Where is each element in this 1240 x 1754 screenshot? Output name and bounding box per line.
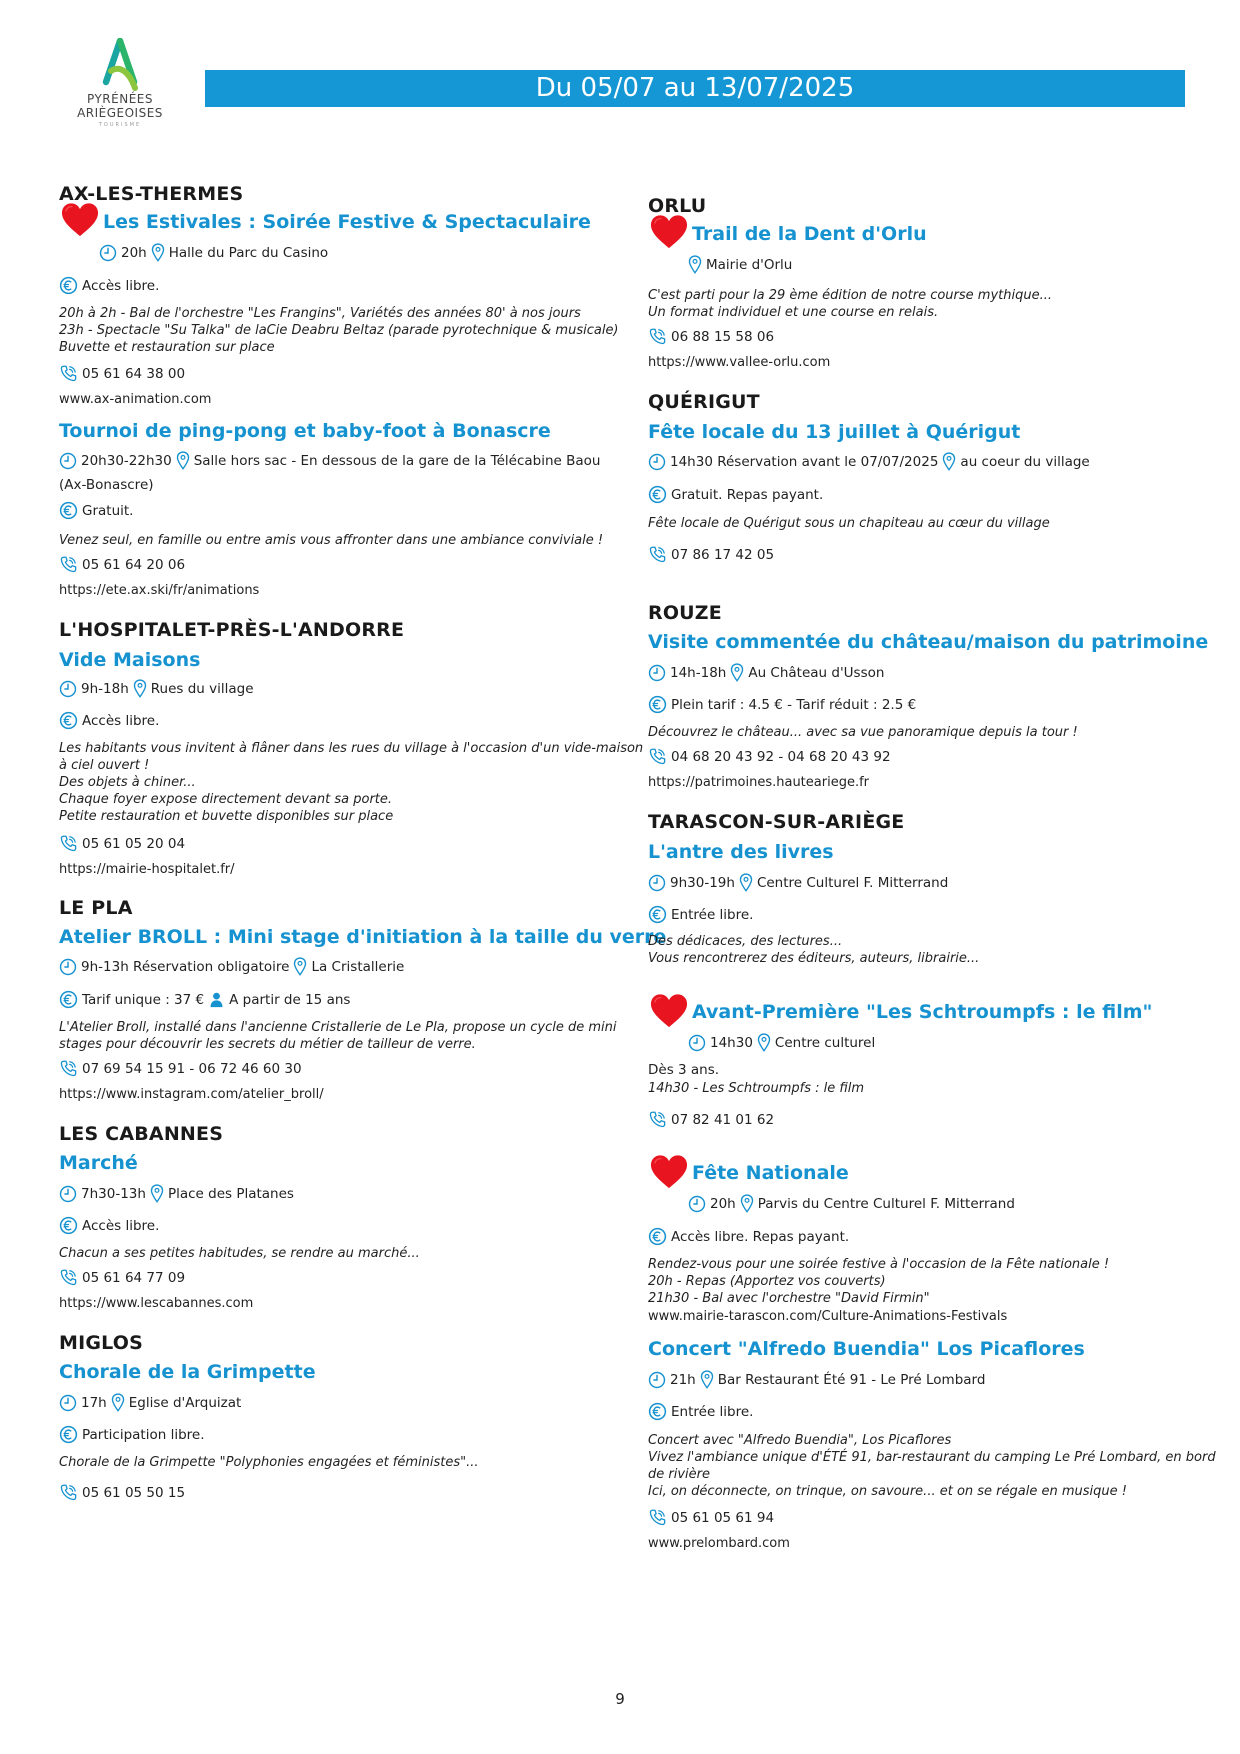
euro-icon	[648, 1402, 667, 1421]
event-website[interactable]: https://mairie-hospitalet.fr/	[59, 862, 235, 877]
event-place-line	[688, 255, 792, 274]
event-time: 14h30	[710, 1034, 753, 1051]
phone-number: 07 86 17 42 05	[671, 546, 775, 563]
event-time: 9h-18h	[81, 680, 129, 697]
event-time: 9h30-19h	[670, 874, 735, 891]
event-time: 9h-13h Réservation obligatoire	[81, 958, 290, 975]
clock-icon	[648, 664, 666, 682]
event-time-place	[59, 957, 404, 976]
description-line: Des dédicaces, des lectures...	[648, 934, 843, 949]
page-number: 9	[615, 1690, 625, 1708]
event-place: Centre culturel	[774, 1034, 876, 1051]
event-time: 14h30 Réservation avant le 07/07/2025	[670, 453, 939, 470]
description-line: C'est parti pour la 29 ème édition de notre course mythique...	[648, 288, 1052, 303]
event-place: Centre Culturel F. Mitterrand	[756, 874, 949, 891]
description-line: 20h - Repas (Apportez vos couverts)	[648, 1274, 886, 1289]
location-pin-icon	[151, 243, 165, 262]
phone-number: 07 82 41 01 62	[671, 1111, 775, 1128]
phone-number: 06 88 15 58 06	[671, 328, 775, 345]
event-website[interactable]: www.prelombard.com	[648, 1536, 790, 1551]
event-price-text: Accès libre.	[82, 712, 160, 729]
event-place: Eglise d'Arquizat	[128, 1394, 242, 1411]
description-line: Concert avec "Alfredo Buendia", Los Picaflores	[648, 1433, 952, 1448]
heart-icon	[648, 1153, 690, 1191]
event-description	[648, 1080, 864, 1097]
event-price	[648, 485, 823, 504]
phone-icon	[59, 1268, 78, 1287]
event-price	[648, 1227, 849, 1246]
event-price-text: Entrée libre.	[671, 1403, 754, 1420]
event-time-place	[99, 243, 328, 262]
event-place: Halle du Parc du Casino	[168, 244, 329, 261]
description-line: Vivez l'ambiance unique d'ÉTÉ 91, bar-restaurant du camping Le Pré Lombard, en bord	[648, 1450, 1216, 1465]
description-line: Vous rencontrerez des éditeurs, auteurs, librairie...	[648, 951, 980, 966]
event-title: Fête locale du 13 juillet à Quérigut	[648, 421, 1021, 443]
town-heading: LES CABANNES	[59, 1123, 224, 1145]
event-time-place	[59, 1184, 294, 1203]
event-description	[648, 1432, 1216, 1500]
location-pin-icon	[739, 873, 753, 892]
event-place: Au Château d'Usson	[748, 664, 885, 681]
event-place: Salle hors sac - En dessous de la gare de la Télécabine Baou	[193, 452, 601, 469]
phone-icon	[648, 747, 667, 766]
location-pin-icon	[176, 451, 190, 470]
description-line: Chorale de la Grimpette "Polyphonies engagées et féministes"...	[59, 1455, 479, 1470]
euro-icon	[59, 711, 78, 730]
event-title: Tournoi de ping-pong et baby-foot à Bonascre	[59, 420, 551, 442]
town-heading: TARASCON-SUR-ARIÈGE	[648, 811, 905, 833]
event-website[interactable]: www.mairie-tarascon.com/Culture-Animations-Festivals	[648, 1309, 1008, 1324]
euro-icon	[648, 485, 667, 504]
event-title: Avant-Première "Les Schtroumpfs : le film"	[692, 1001, 1153, 1023]
event-price	[648, 1402, 753, 1421]
event-description	[648, 287, 1052, 321]
location-pin-icon	[688, 255, 702, 274]
event-title: L'antre des livres	[648, 841, 834, 863]
event-price	[59, 711, 159, 730]
description-line: L'Atelier Broll, installé dans l'ancienne Cristallerie de Le Pla, propose un cycle de mini	[59, 1020, 617, 1035]
euro-icon	[648, 905, 667, 924]
description-line: 14h30 - Les Schtroumpfs : le film	[648, 1081, 865, 1096]
event-website[interactable]: https://www.lescabannes.com	[59, 1296, 254, 1311]
location-pin-icon	[740, 1194, 754, 1213]
event-title: Vide Maisons	[59, 649, 201, 671]
event-age: Dès 3 ans.	[648, 1062, 720, 1078]
phone-number: 05 61 64 20 06	[82, 556, 186, 573]
event-phone	[59, 364, 185, 383]
description-line: Petite restauration et buvette disponibles sur place	[59, 809, 394, 824]
event-description	[59, 1245, 420, 1262]
event-description	[59, 305, 619, 356]
town-heading: ROUZE	[648, 602, 722, 624]
event-time-place	[648, 663, 884, 682]
phone-number: 07 69 54 15 91 - 06 72 46 60 30	[82, 1060, 302, 1077]
description-line: à ciel ouvert !	[59, 758, 150, 773]
event-title: Atelier BROLL : Mini stage d'initiation à la taille du verre	[59, 926, 667, 948]
event-description	[59, 1454, 479, 1471]
clock-icon	[648, 1371, 666, 1389]
event-price-text: Gratuit. Repas payant.	[671, 486, 824, 503]
event-description	[59, 1019, 617, 1053]
description-line: Chaque foyer expose directement devant sa porte.	[59, 792, 393, 807]
phone-icon	[59, 1483, 78, 1502]
phone-icon	[59, 364, 78, 383]
event-title: Concert "Alfredo Buendia" Los Picaflores	[648, 1338, 1085, 1360]
town-heading: L'HOSPITALET-PRÈS-L'ANDORRE	[59, 619, 405, 641]
event-phone	[59, 1268, 185, 1287]
event-time: 20h30-22h30	[81, 452, 172, 469]
phone-icon	[648, 327, 667, 346]
event-description	[648, 724, 1078, 741]
event-time: 21h	[670, 1371, 696, 1388]
event-price-text: Participation libre.	[82, 1426, 205, 1443]
event-price	[59, 1216, 159, 1235]
event-place: Rues du village	[150, 680, 254, 697]
event-age: A partir de 15 ans	[229, 991, 351, 1008]
event-phone	[648, 747, 891, 766]
event-website[interactable]: www.ax-animation.com	[59, 392, 212, 407]
logo	[70, 38, 170, 128]
clock-icon	[688, 1034, 706, 1052]
event-phone	[648, 1110, 774, 1129]
event-time: 7h30-13h	[81, 1185, 146, 1202]
euro-icon	[59, 276, 78, 295]
event-time: 17h	[81, 1394, 107, 1411]
event-time-place	[59, 451, 600, 470]
event-time: 14h-18h	[670, 664, 727, 681]
event-phone	[59, 834, 185, 853]
event-time-place	[648, 452, 1090, 471]
description-line: stages pour découvrir les secrets du métier de tailleur de verre.	[59, 1037, 476, 1052]
event-title: Fête Nationale	[692, 1162, 849, 1184]
event-website[interactable]: https://ete.ax.ski/fr/animations	[59, 583, 260, 598]
event-price-text: Tarif unique : 37 €	[82, 991, 205, 1008]
euro-icon	[59, 990, 78, 1009]
phone-number: 05 61 05 50 15	[82, 1484, 186, 1501]
event-price	[59, 276, 159, 295]
phone-icon	[648, 1110, 667, 1129]
event-price-text: Gratuit.	[82, 502, 134, 519]
phone-number: 05 61 05 61 94	[671, 1509, 775, 1526]
description-line: Fête locale de Quérigut sous un chapiteau au cœur du village	[648, 516, 1050, 531]
event-time-place	[59, 679, 254, 698]
clock-icon	[648, 453, 666, 471]
clock-icon	[59, 680, 77, 698]
event-phone	[648, 327, 774, 346]
event-price-text: Plein tarif : 4.5 € - Tarif réduit : 2.5 €	[671, 696, 917, 713]
description-line: 21h30 - Bal avec l'orchestre "David Firmin"	[648, 1291, 930, 1306]
location-pin-icon	[150, 1184, 164, 1203]
phone-icon	[59, 834, 78, 853]
event-price	[59, 501, 133, 520]
euro-icon	[648, 695, 667, 714]
description-line: 23h - Spectacle "Su Talka" de laCie Deabru Beltaz (parade pyrotechnique & musicale)	[59, 323, 619, 338]
heart-icon	[59, 201, 101, 239]
logo-tagline: TOURISME	[98, 122, 142, 128]
town-heading: LE PLA	[59, 897, 133, 919]
description-line: Un format individuel et une course en relais.	[648, 305, 939, 320]
event-title: Trail de la Dent d'Orlu	[692, 223, 927, 245]
event-time: 20h	[121, 244, 147, 261]
location-pin-icon	[757, 1033, 771, 1052]
event-description	[648, 933, 979, 967]
description-line: Les habitants vous invitent à flâner dans les rues du village à l'occasion d'un vide-maison	[59, 741, 644, 756]
location-pin-icon	[700, 1370, 714, 1389]
event-price	[59, 990, 350, 1009]
event-time: 20h	[710, 1195, 736, 1212]
logo-name-line2: ARIÈGEOISES	[77, 106, 163, 120]
event-place: Parvis du Centre Culturel F. Mitterrand	[757, 1195, 1015, 1212]
description-line: Buvette et restauration sur place	[59, 340, 275, 355]
event-time-place	[688, 1033, 875, 1052]
event-place: La Cristallerie	[311, 958, 405, 975]
child-age-icon	[208, 991, 225, 1008]
logo-mark-icon	[97, 38, 143, 92]
event-price	[59, 1425, 205, 1444]
town-heading: MIGLOS	[59, 1332, 144, 1354]
location-pin-icon	[730, 663, 744, 682]
location-pin-icon	[293, 957, 307, 976]
date-banner: Du 05/07 au 13/07/2025	[205, 70, 1185, 107]
phone-number: 05 61 05 20 04	[82, 835, 186, 852]
description-line: Ici, on déconnecte, on trinque, on savoure... et on se régale en musique !	[648, 1484, 1127, 1499]
heart-icon	[648, 213, 690, 251]
clock-icon	[59, 1394, 77, 1412]
event-website[interactable]: https://patrimoines.hauteariege.fr	[648, 775, 870, 790]
clock-icon	[648, 874, 666, 892]
clock-icon	[688, 1195, 706, 1213]
description-line: Chacun a ses petites habitudes, se rendre au marché...	[59, 1246, 420, 1261]
event-title: Chorale de la Grimpette	[59, 1361, 316, 1383]
event-price-text: Entrée libre.	[671, 906, 754, 923]
phone-number: 05 61 64 77 09	[82, 1269, 186, 1286]
event-phone	[59, 1483, 185, 1502]
event-phone	[648, 545, 774, 564]
event-phone	[648, 1508, 774, 1527]
event-phone	[59, 1059, 302, 1078]
description-line: Des objets à chiner...	[59, 775, 196, 790]
event-price	[648, 905, 753, 924]
phone-icon	[59, 555, 78, 574]
event-price-text: Accès libre.	[82, 277, 160, 294]
event-time-place	[59, 1393, 241, 1412]
event-time-place	[688, 1194, 1015, 1213]
event-phone	[59, 555, 185, 574]
event-place-continued: (Ax-Bonascre)	[59, 477, 154, 493]
clock-icon	[59, 1185, 77, 1203]
event-price-text: Accès libre.	[82, 1217, 160, 1234]
description-line: 20h à 2h - Bal de l'orchestre "Les Frangins", Variétés des années 80' à nos jours	[59, 306, 581, 321]
event-website[interactable]: https://www.vallee-orlu.com	[648, 355, 831, 370]
event-place: Bar Restaurant Été 91 - Le Pré Lombard	[717, 1371, 986, 1388]
description-line: Venez seul, en famille ou entre amis vous affronter dans une ambiance conviviale !	[59, 533, 604, 548]
town-heading: ORLU	[648, 195, 707, 217]
phone-icon	[648, 545, 667, 564]
phone-icon	[59, 1059, 78, 1078]
event-time-place	[648, 873, 948, 892]
event-time-place	[648, 1370, 985, 1389]
heart-icon	[648, 992, 690, 1030]
clock-icon	[59, 452, 77, 470]
description-line: de rivière	[648, 1467, 710, 1482]
town-heading: AX-LES-THERMES	[59, 183, 244, 205]
event-title: Les Estivales : Soirée Festive & Spectaculaire	[103, 211, 591, 233]
event-description	[59, 532, 603, 549]
location-pin-icon	[133, 679, 147, 698]
location-pin-icon	[942, 452, 956, 471]
event-price	[648, 695, 916, 714]
event-description	[648, 1256, 1109, 1307]
euro-icon	[59, 1216, 78, 1235]
euro-icon	[59, 501, 78, 520]
euro-icon	[59, 1425, 78, 1444]
event-title: Visite commentée du château/maison du patrimoine	[648, 631, 1209, 653]
event-description	[59, 740, 643, 825]
location-pin-icon	[111, 1393, 125, 1412]
logo-name-line1: PYRÉNÉES	[87, 92, 153, 106]
euro-icon	[648, 1227, 667, 1246]
event-place: Place des Platanes	[167, 1185, 294, 1202]
event-price-text: Accès libre. Repas payant.	[671, 1228, 850, 1245]
event-website[interactable]: https://www.instagram.com/atelier_broll/	[59, 1087, 324, 1102]
clock-icon	[59, 958, 77, 976]
event-place: au coeur du village	[960, 453, 1090, 470]
clock-icon	[99, 244, 117, 262]
town-heading: QUÉRIGUT	[648, 391, 760, 413]
description-line: Découvrez le château... avec sa vue panoramique depuis la tour !	[648, 725, 1078, 740]
phone-number: 05 61 64 38 00	[82, 365, 186, 382]
event-description	[648, 515, 1050, 532]
description-line: Rendez-vous pour une soirée festive à l'occasion de la Fête nationale !	[648, 1257, 1110, 1272]
event-title: Marché	[59, 1152, 138, 1174]
phone-icon	[648, 1508, 667, 1527]
event-place: Mairie d'Orlu	[706, 256, 793, 273]
phone-number: 04 68 20 43 92 - 04 68 20 43 92	[671, 748, 891, 765]
